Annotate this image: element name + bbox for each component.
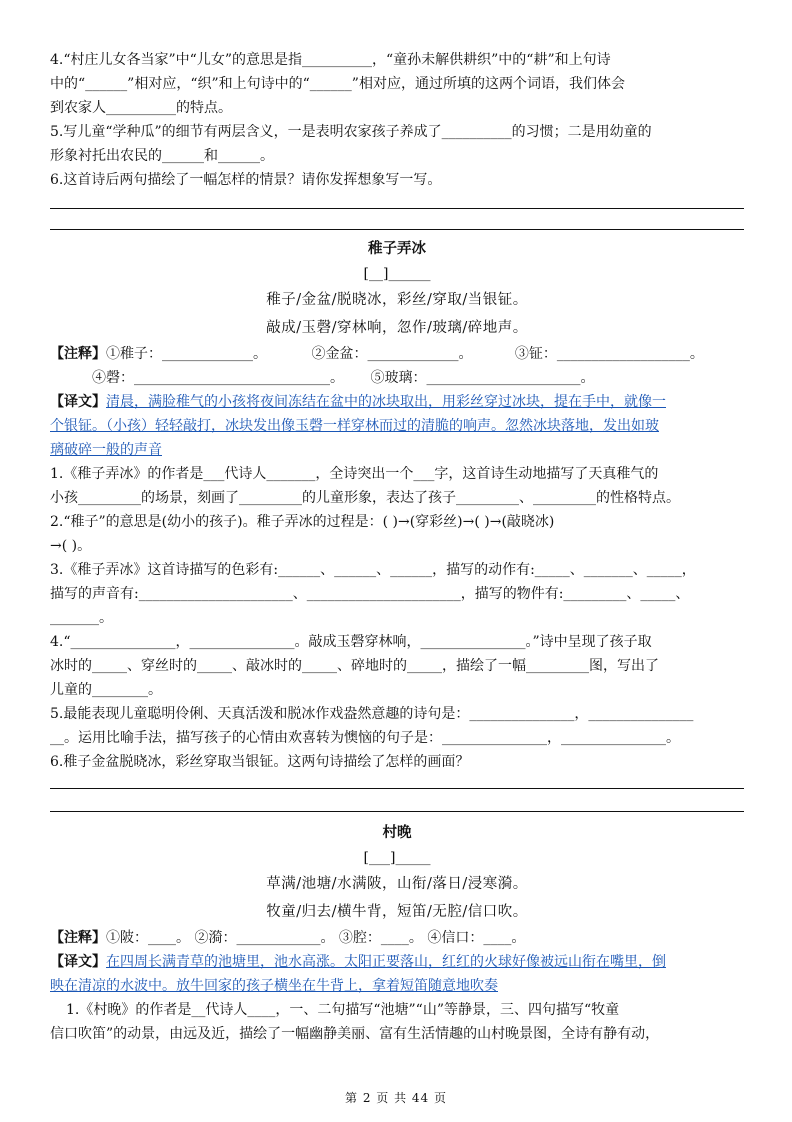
notes-row	[50, 926, 744, 950]
question-6: 6.这首诗后两句描绘了一幅怎样的情景？请你发挥想象写一写。	[50, 172, 442, 188]
translation	[50, 950, 744, 998]
section-village-evening	[50, 820, 744, 1046]
note-1: ①稚子：_____________。	[106, 346, 267, 362]
notes-label: 【注释】	[50, 930, 106, 946]
question-5-line-2: __。运用比喻手法，描写孩子的心情由欢喜转为懊恼的句子是：_______________，_______________。	[50, 730, 680, 746]
note-2: ②金盆：_____________。	[311, 346, 473, 362]
worksheet-page	[50, 48, 744, 1046]
page-footer: 第 2 页 共 44 页	[345, 1091, 447, 1105]
poem-line-1: 稚子/金盆/脱晓冰，彩丝/穿取/当银钲。	[266, 292, 528, 308]
translation-line-2: 映在清凉的水波中。放牛回家的孩子横坐在牛背上，拿着短笛随意地吹奏	[50, 978, 498, 994]
answer-line[interactable]	[50, 229, 744, 230]
answer-line[interactable]	[50, 811, 744, 812]
question-4-line-1: 4.“村庄儿女各当家”中“儿女”的意思是指__________，“童孙未解供耕织”中的“耕”和上句诗	[50, 52, 611, 68]
translation-label: 【译文】	[50, 954, 106, 970]
question-5-line-1: 5.最能表现儿童聪明伶俐、天真活泼和脱冰作戏盎然意趣的诗句是：_______________，_______________	[50, 706, 694, 722]
section-child-ice	[50, 236, 744, 812]
translation-line-3: 璃破碎一般的声音	[50, 442, 162, 458]
question-4-line-2: 中的“______”相对应，“织”和上句诗中的“______”相对应，通过所填的这两个词语，我们体会	[50, 76, 625, 92]
question-1-line-1: 1.《稚子弄冰》的作者是___代诗人_______，全诗突出一个___字，这首诗生动地描写了天真稚气的	[50, 466, 659, 482]
question-4-line-3: 儿童的________。	[50, 682, 162, 698]
question-3-line-3: _______。	[50, 610, 113, 626]
poem-author: [___]_____	[363, 850, 431, 866]
translation-line-1: 清晨，满脸稚气的小孩将夜间冻结在盆中的冰块取出，用彩丝穿过冰块，提在手中，就像一	[106, 394, 666, 410]
notes-label: 【注释】	[50, 346, 106, 362]
note-3: ③钲：___________________。	[514, 346, 704, 362]
question-1-line-2: 信口吹笛”的动景，由远及近，描绘了一幅幽静美丽、富有生活情趣的山村晚景图，全诗有静有动，	[50, 1026, 660, 1042]
question-5-line-1: 5.写儿童“学种瓜”的细节有两层含义，一是表明农家孩子养成了__________的习惯；二是用幼童的	[50, 124, 652, 140]
translation-line-2: 个银钲。（小孩）轻轻敲打，冰块发出像玉磬一样穿林而过的清脆的响声。忽然冰块落地，发出如玻	[50, 418, 659, 434]
note-5: ⑤玻璃：______________________。	[370, 370, 595, 386]
poem-line-2: 牧童/归去/横牛背，短笛/无腔/信口吹。	[266, 904, 528, 920]
notes-row-1	[50, 342, 744, 366]
question-6: 6.稚子金盆脱晓冰，彩丝穿取当银钲。这两句诗描绘了怎样的画面？	[50, 754, 470, 770]
poem-title: 稚子弄冰	[368, 240, 426, 257]
answer-line[interactable]	[50, 788, 744, 789]
section-village-questions	[50, 48, 744, 230]
question-4-line-1: 4.“_______________，_______________。敲成玉磬穿林响，_______________。”诗中呈现了孩子取	[50, 634, 652, 650]
question-2-line-2: →( )。	[50, 538, 92, 554]
translation	[50, 390, 744, 462]
question-5-line-2: 形象衬托出农民的______和______。	[50, 148, 274, 164]
poem-line-1: 草满/池塘/水满陂，山衔/落日/浸寒漪。	[266, 876, 528, 892]
question-4-line-3: 到农家人__________的特点。	[50, 100, 232, 116]
poem-line-2: 敲成/玉磬/穿林响，忽作/玻璃/碎地声。	[266, 320, 528, 336]
question-3-line-1: 3.《稚子弄冰》这首诗描写的色彩有:______、______、______，描写的动作有:_____、_______、_____，	[50, 562, 696, 578]
note-4: ④磬：____________________________。	[92, 370, 344, 386]
question-2-line-1: 2.“稚子”的意思是(幼小的孩子)。稚子弄冰的过程是：( )→(穿彩丝)→( )→(敲晓冰)	[50, 514, 555, 530]
notes-text: ①陂：____。 ②漪：____________。 ③腔：____。 ④信口：____。	[106, 930, 526, 946]
translation-label: 【译文】	[50, 394, 106, 410]
question-4-line-2: 冰时的_____、穿丝时的_____、敲冰时的_____、碎地时的_____，描绘了一幅_________图，写出了	[50, 658, 659, 674]
notes-row-2	[50, 366, 744, 390]
answer-line[interactable]	[50, 208, 744, 209]
question-1-line-2: 小孩_________的场景，刻画了_________的儿童形象，表达了孩子_________、_________的性格特点。	[50, 490, 680, 506]
poem-author: [__]______	[363, 266, 431, 282]
question-3-line-2: 描写的声音有:______________________、______________________，描写的物件有:_________、_____、	[50, 586, 690, 602]
translation-line-1: 在四周长满青草的池塘里，池水高涨。太阳正要落山，红红的火球好像被远山衔在嘴里，倒	[106, 954, 666, 970]
poem-title: 村晚	[382, 824, 412, 841]
question-1-line-1: 1.《村晚》的作者是__代诗人____，一、二句描写“池塘”“山”等静景，三、四句描写“牧童	[66, 1002, 620, 1018]
